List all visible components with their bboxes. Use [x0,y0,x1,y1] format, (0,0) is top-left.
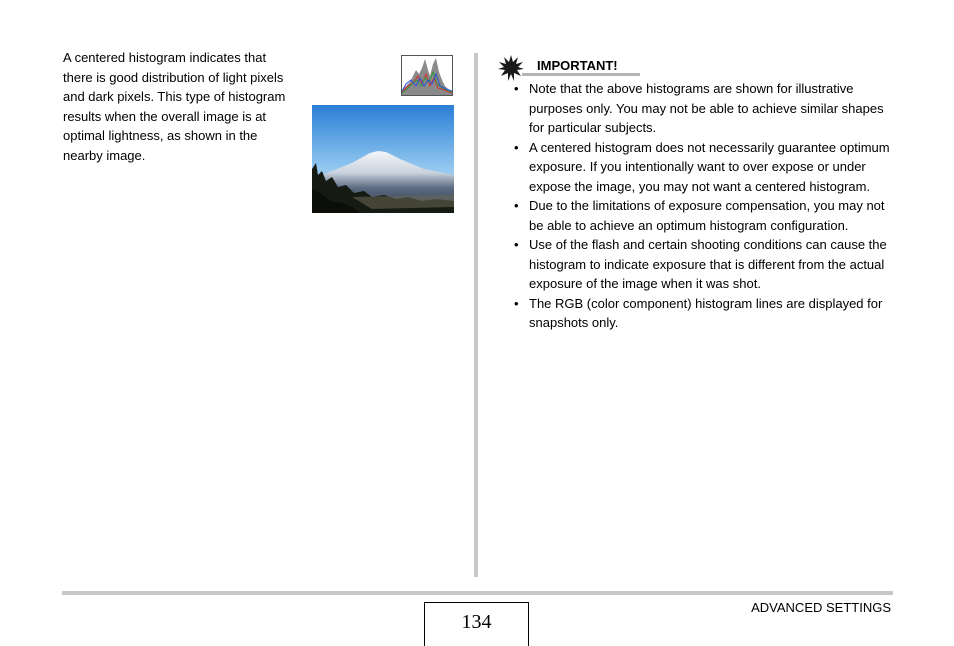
bullet-icon: • [514,295,519,311]
list-item [511,235,896,294]
list-item [511,138,896,197]
note-text: The RGB (color component) histogram lines are displayed for snapshots only. [529,295,883,330]
note-text: A centered histogram does not necessarily guarantee optimum exposure. If you intentionally want to over expose or under expose the image, you may not want a centered histogram. [529,139,890,194]
note-text: Use of the flash and certain shooting conditions can cause the histogram to indicate exposure that is different from the actual exposure of the image when it was shot. [529,237,887,291]
important-header [498,53,643,79]
section-title: ADVANCED SETTINGS [751,600,891,615]
bullet-icon: • [514,139,519,155]
bullet-icon: • [514,237,519,252]
bullet-icon: • [514,198,519,213]
burst-icon [498,55,524,81]
bullet-icon: • [514,81,519,96]
list-item [511,196,896,235]
note-text: Note that the above histograms are shown for illustrative purposes only. You may not be able to achieve similar shapes for particular subjects. [529,81,884,135]
note-text: Due to the limitations of exposure compensation, you may not be able to achieve an optimum histogram configuration. [529,198,885,233]
important-notes-list [511,79,896,333]
histogram-graph [401,55,453,96]
footer-rule [62,591,893,595]
important-label: IMPORTANT! [537,58,618,73]
description-paragraph: A centered histogram indicates that there is good distribution of light pixels and dark pixels. This type of histogram results when the overall image is at optimal lightness, as shown in the nearby image. [63,50,286,163]
histogram-description [63,48,295,165]
column-divider [474,53,478,577]
important-underline [522,73,640,76]
list-item [511,79,896,138]
page-number: 134 [424,602,529,646]
mountain-photo [312,105,454,213]
list-item [511,294,896,333]
